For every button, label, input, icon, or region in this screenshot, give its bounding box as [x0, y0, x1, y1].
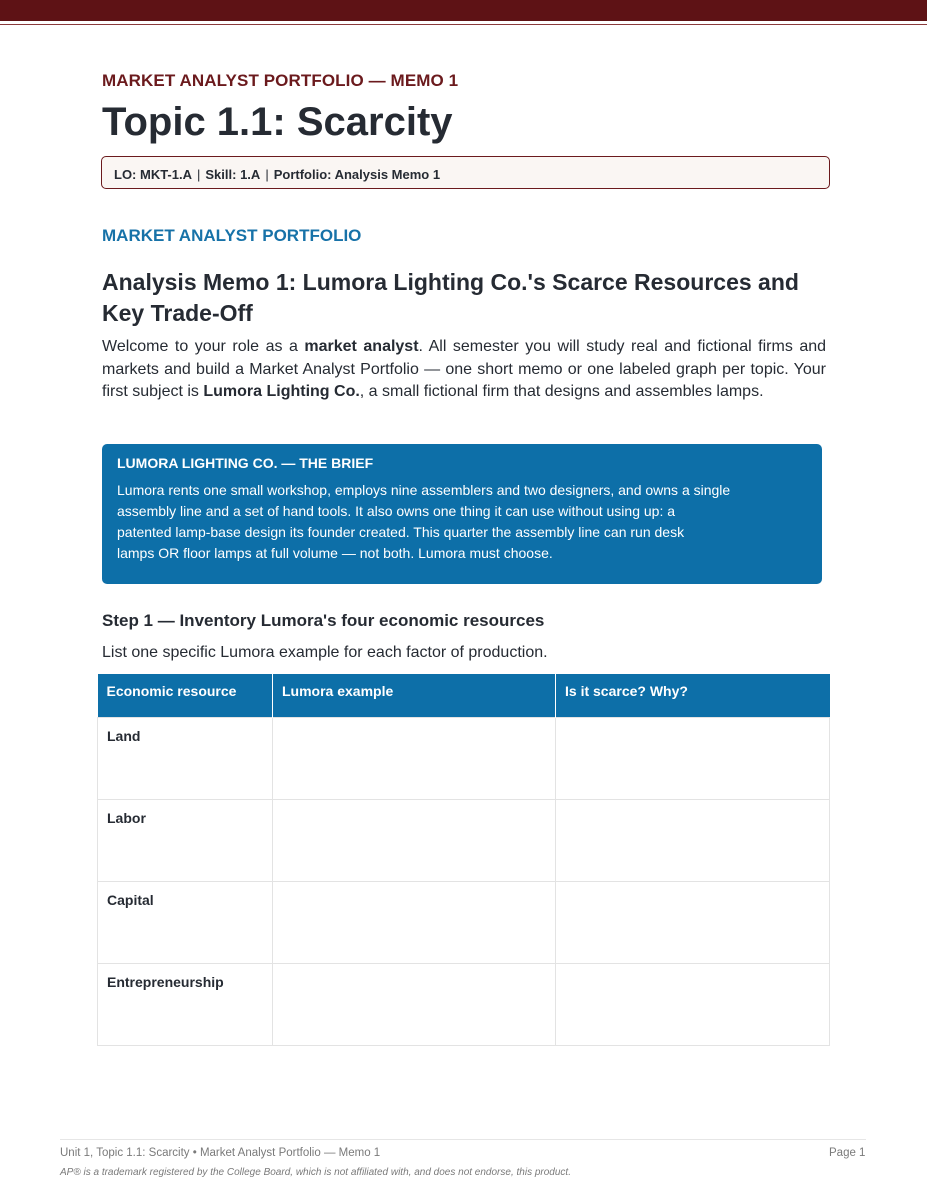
resource-name: Capital — [98, 881, 273, 963]
footer-course-info: Unit 1, Topic 1.1: Scarcity • Market Analyst Portfolio — Memo 1 — [60, 1147, 381, 1159]
trademark-disclaimer: AP® is a trademark registered by the College Board, which is not affiliated with, and does not endorse, this product. — [60, 1167, 571, 1178]
brief-line: patented lamp-base design its founder created. This quarter the assembly line can run desk — [117, 524, 685, 540]
scarcity-answer-cell[interactable] — [556, 799, 830, 881]
page-number: Page 1 — [829, 1147, 866, 1159]
intro-paragraph — [102, 336, 826, 404]
example-answer-cell[interactable] — [273, 963, 556, 1045]
section-label: MARKET ANALYST PORTFOLIO — [102, 226, 362, 245]
intro-emphasis: market analyst — [304, 338, 419, 355]
footer-rule — [60, 1139, 866, 1140]
lo-code: LO: MKT-1.A — [114, 167, 192, 182]
skill-code: Skill: 1.A — [205, 167, 261, 182]
memo-kicker: MARKET ANALYST PORTFOLIO — MEMO 1 — [102, 71, 459, 90]
learning-objective-box — [101, 156, 830, 189]
brief-line: Lumora rents one small workshop, employs nine assemblers and two designers, and owns a single — [117, 482, 731, 498]
intro-text: Welcome to your role as a — [102, 338, 305, 355]
brief-line: assembly line and a set of hand tools. It also owns one thing it can use without using up: a — [117, 503, 676, 519]
brief-line: lamps OR floor lamps at full volume — not both. Lumora must choose. — [117, 545, 553, 561]
top-rule — [0, 24, 927, 25]
table-header-row — [98, 674, 830, 717]
intro-text: , a small fictional firm that designs and assembles lamps. — [359, 383, 764, 400]
portfolio-label: Portfolio: Analysis Memo 1 — [273, 167, 441, 182]
lo-separator: | — [197, 167, 201, 182]
lo-separator: | — [265, 167, 269, 182]
column-header-scarce: Is it scarce? Why? — [556, 674, 830, 717]
top-banner-bar — [0, 0, 927, 21]
step1-title: Step 1 — Inventory Lumora's four economic resources — [102, 611, 545, 630]
brief-text — [117, 480, 797, 564]
resource-name: Land — [98, 717, 273, 799]
scarcity-answer-cell[interactable] — [556, 881, 830, 963]
intro-text: . All semester you will study real and fictional firms and markets and build a Market Analyst Portfolio — one short memo or one labeled graph per topic. Your first subject is — [102, 338, 827, 400]
scarcity-answer-cell[interactable] — [556, 717, 830, 799]
example-answer-cell[interactable] — [273, 881, 556, 963]
table-row — [98, 799, 830, 881]
memo-title: Analysis Memo 1: Lumora Lighting Co.'s Scarce Resources and Key Trade-Off — [102, 269, 799, 326]
brief-title: LUMORA LIGHTING CO. — THE BRIEF — [117, 455, 374, 471]
column-header-resource: Economic resource — [98, 674, 273, 717]
step1-description: List one specific Lumora example for each factor of production. — [102, 644, 548, 661]
resource-name: Entrepreneurship — [98, 963, 273, 1045]
example-answer-cell[interactable] — [273, 799, 556, 881]
table-row — [98, 881, 830, 963]
resources-table — [97, 674, 830, 1046]
table-row — [98, 717, 830, 799]
scarcity-answer-cell[interactable] — [556, 963, 830, 1045]
table-row — [98, 963, 830, 1045]
page-title: Topic 1.1: Scarcity — [102, 100, 453, 144]
example-answer-cell[interactable] — [273, 717, 556, 799]
brief-callout — [102, 444, 822, 584]
column-header-example: Lumora example — [273, 674, 556, 717]
resource-name: Labor — [98, 799, 273, 881]
intro-emphasis: Lumora Lighting Co. — [203, 383, 360, 400]
